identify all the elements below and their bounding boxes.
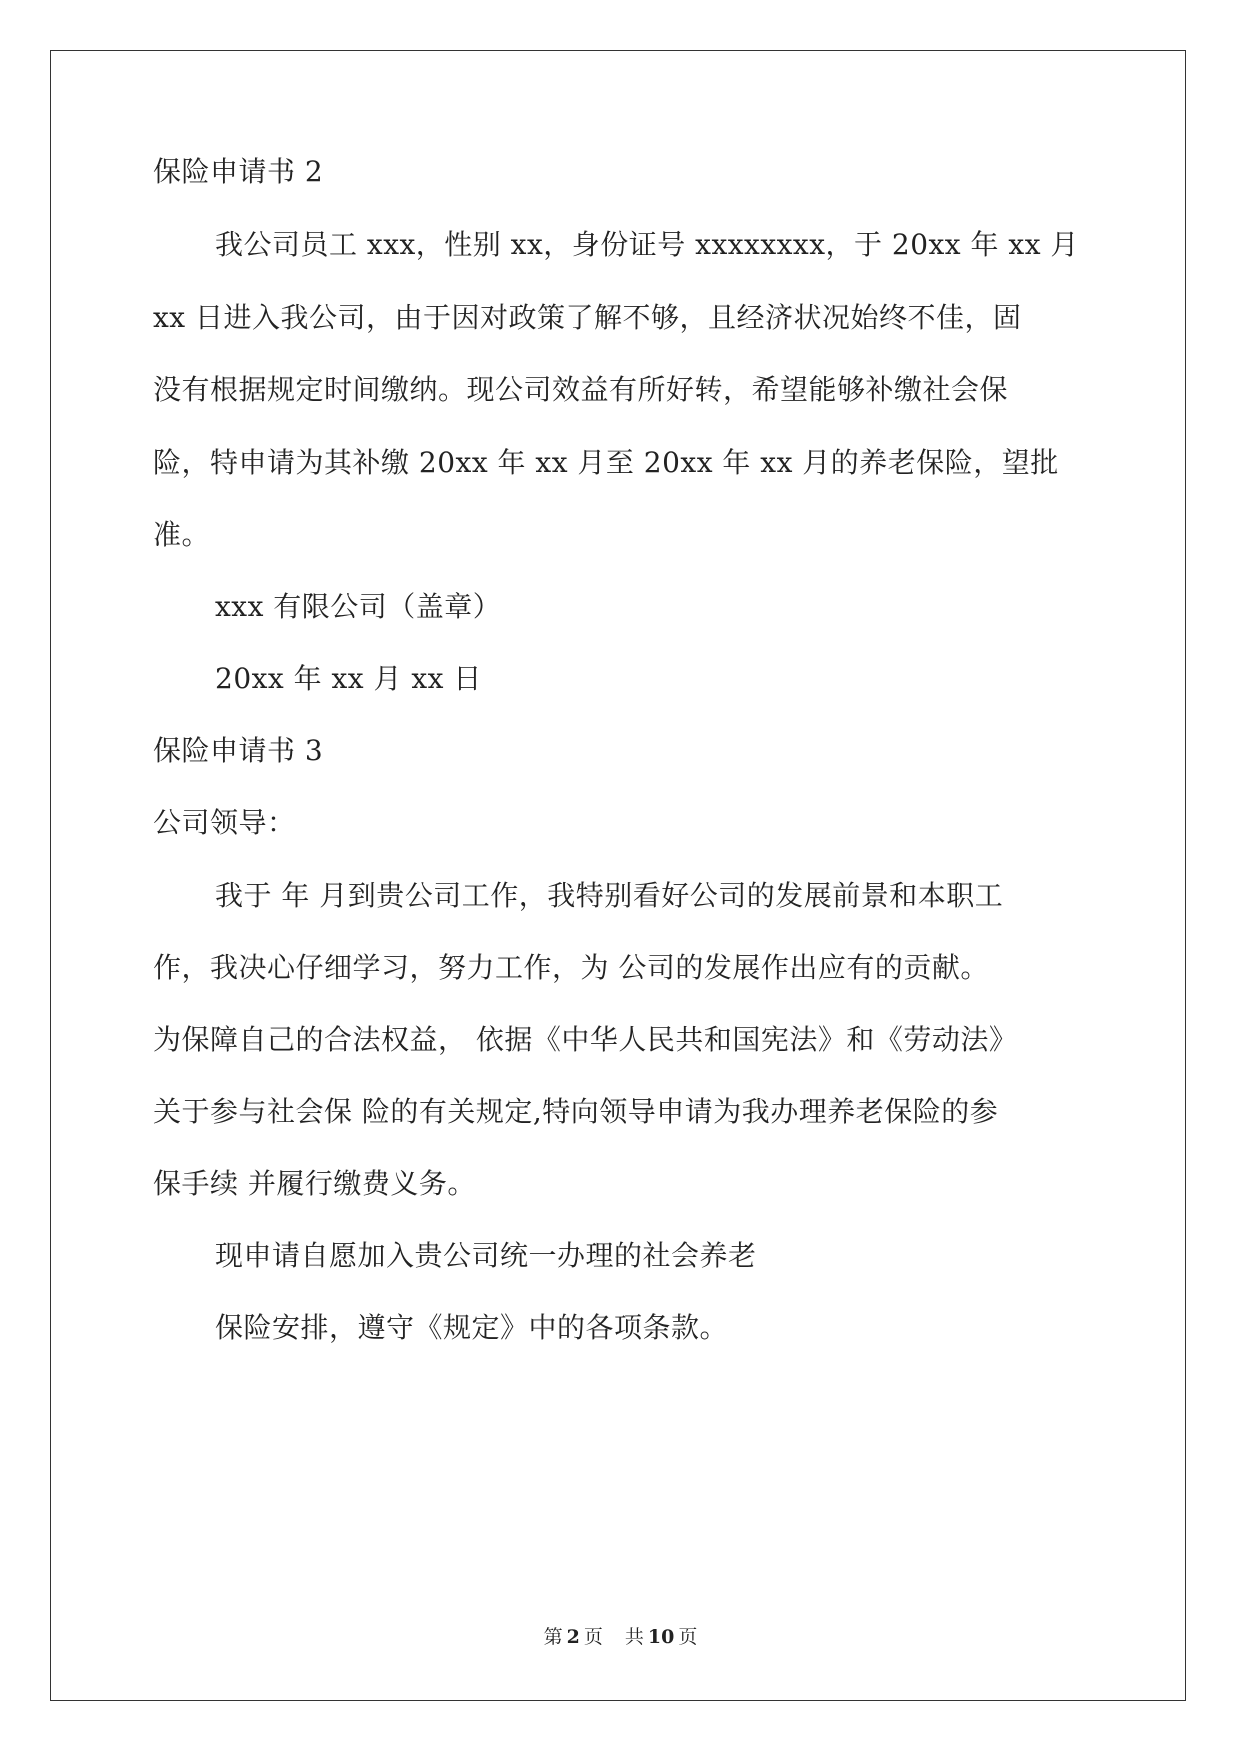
page-unit: 页	[583, 1626, 603, 1648]
total-pages: 10	[647, 1626, 675, 1648]
paragraph-line: 为保障自己的合法权益， 依据《中华人民共和国宪法》和《劳动法》	[153, 1023, 1018, 1056]
signature-date: 20xx 年 xx 月 xx 日	[215, 662, 482, 695]
total-unit: 页	[678, 1626, 698, 1648]
paragraph-line: 我公司员工 xxx，性别 xx，身份证号 xxxxxxxx，于 20xx 年 xx 月	[215, 228, 1079, 261]
paragraph-line: 关于参与社会保 险的有关规定,特向领导申请为我办理养老保险的参	[153, 1095, 999, 1128]
paragraph-line: 作，我决心仔细学习，努力工作，为 公司的发展作出应有的贡献。	[153, 951, 989, 984]
page-indicator	[540, 1626, 607, 1648]
section-title: 保险申请书 3	[153, 734, 324, 767]
salutation: 公司领导：	[153, 806, 296, 839]
paragraph-line: 没有根据规定时间缴纳。现公司效益有所好转，希望能够补缴社会保	[153, 373, 1009, 406]
page-number: 2	[566, 1626, 580, 1648]
page-footer	[0, 1625, 1241, 1649]
paragraph-line: xx 日进入我公司，由于因对政策了解不够，且经济状况始终不佳，固	[153, 301, 1022, 334]
paragraph-line: 我于 年 月到贵公司工作，我特别看好公司的发展前景和本职工	[215, 879, 1004, 912]
paragraph-line: 准。	[153, 518, 211, 551]
paragraph-line: 保手续 并履行缴费义务。	[153, 1167, 476, 1200]
page-prefix: 第	[543, 1626, 563, 1648]
paragraph-line: 险，特申请为其补缴 20xx 年 xx 月至 20xx 年 xx 月的养老保险，望批	[153, 446, 1059, 479]
paragraph-line: 现申请自愿加入贵公司统一办理的社会养老	[215, 1239, 757, 1272]
total-prefix: 共	[624, 1626, 644, 1648]
signature-company: xxx 有限公司（盖章）	[215, 590, 502, 623]
total-indicator	[621, 1626, 701, 1648]
paragraph-line: 保险安排，遵守《规定》中的各项条款。	[215, 1311, 729, 1344]
section-title: 保险申请书 2	[153, 155, 324, 188]
